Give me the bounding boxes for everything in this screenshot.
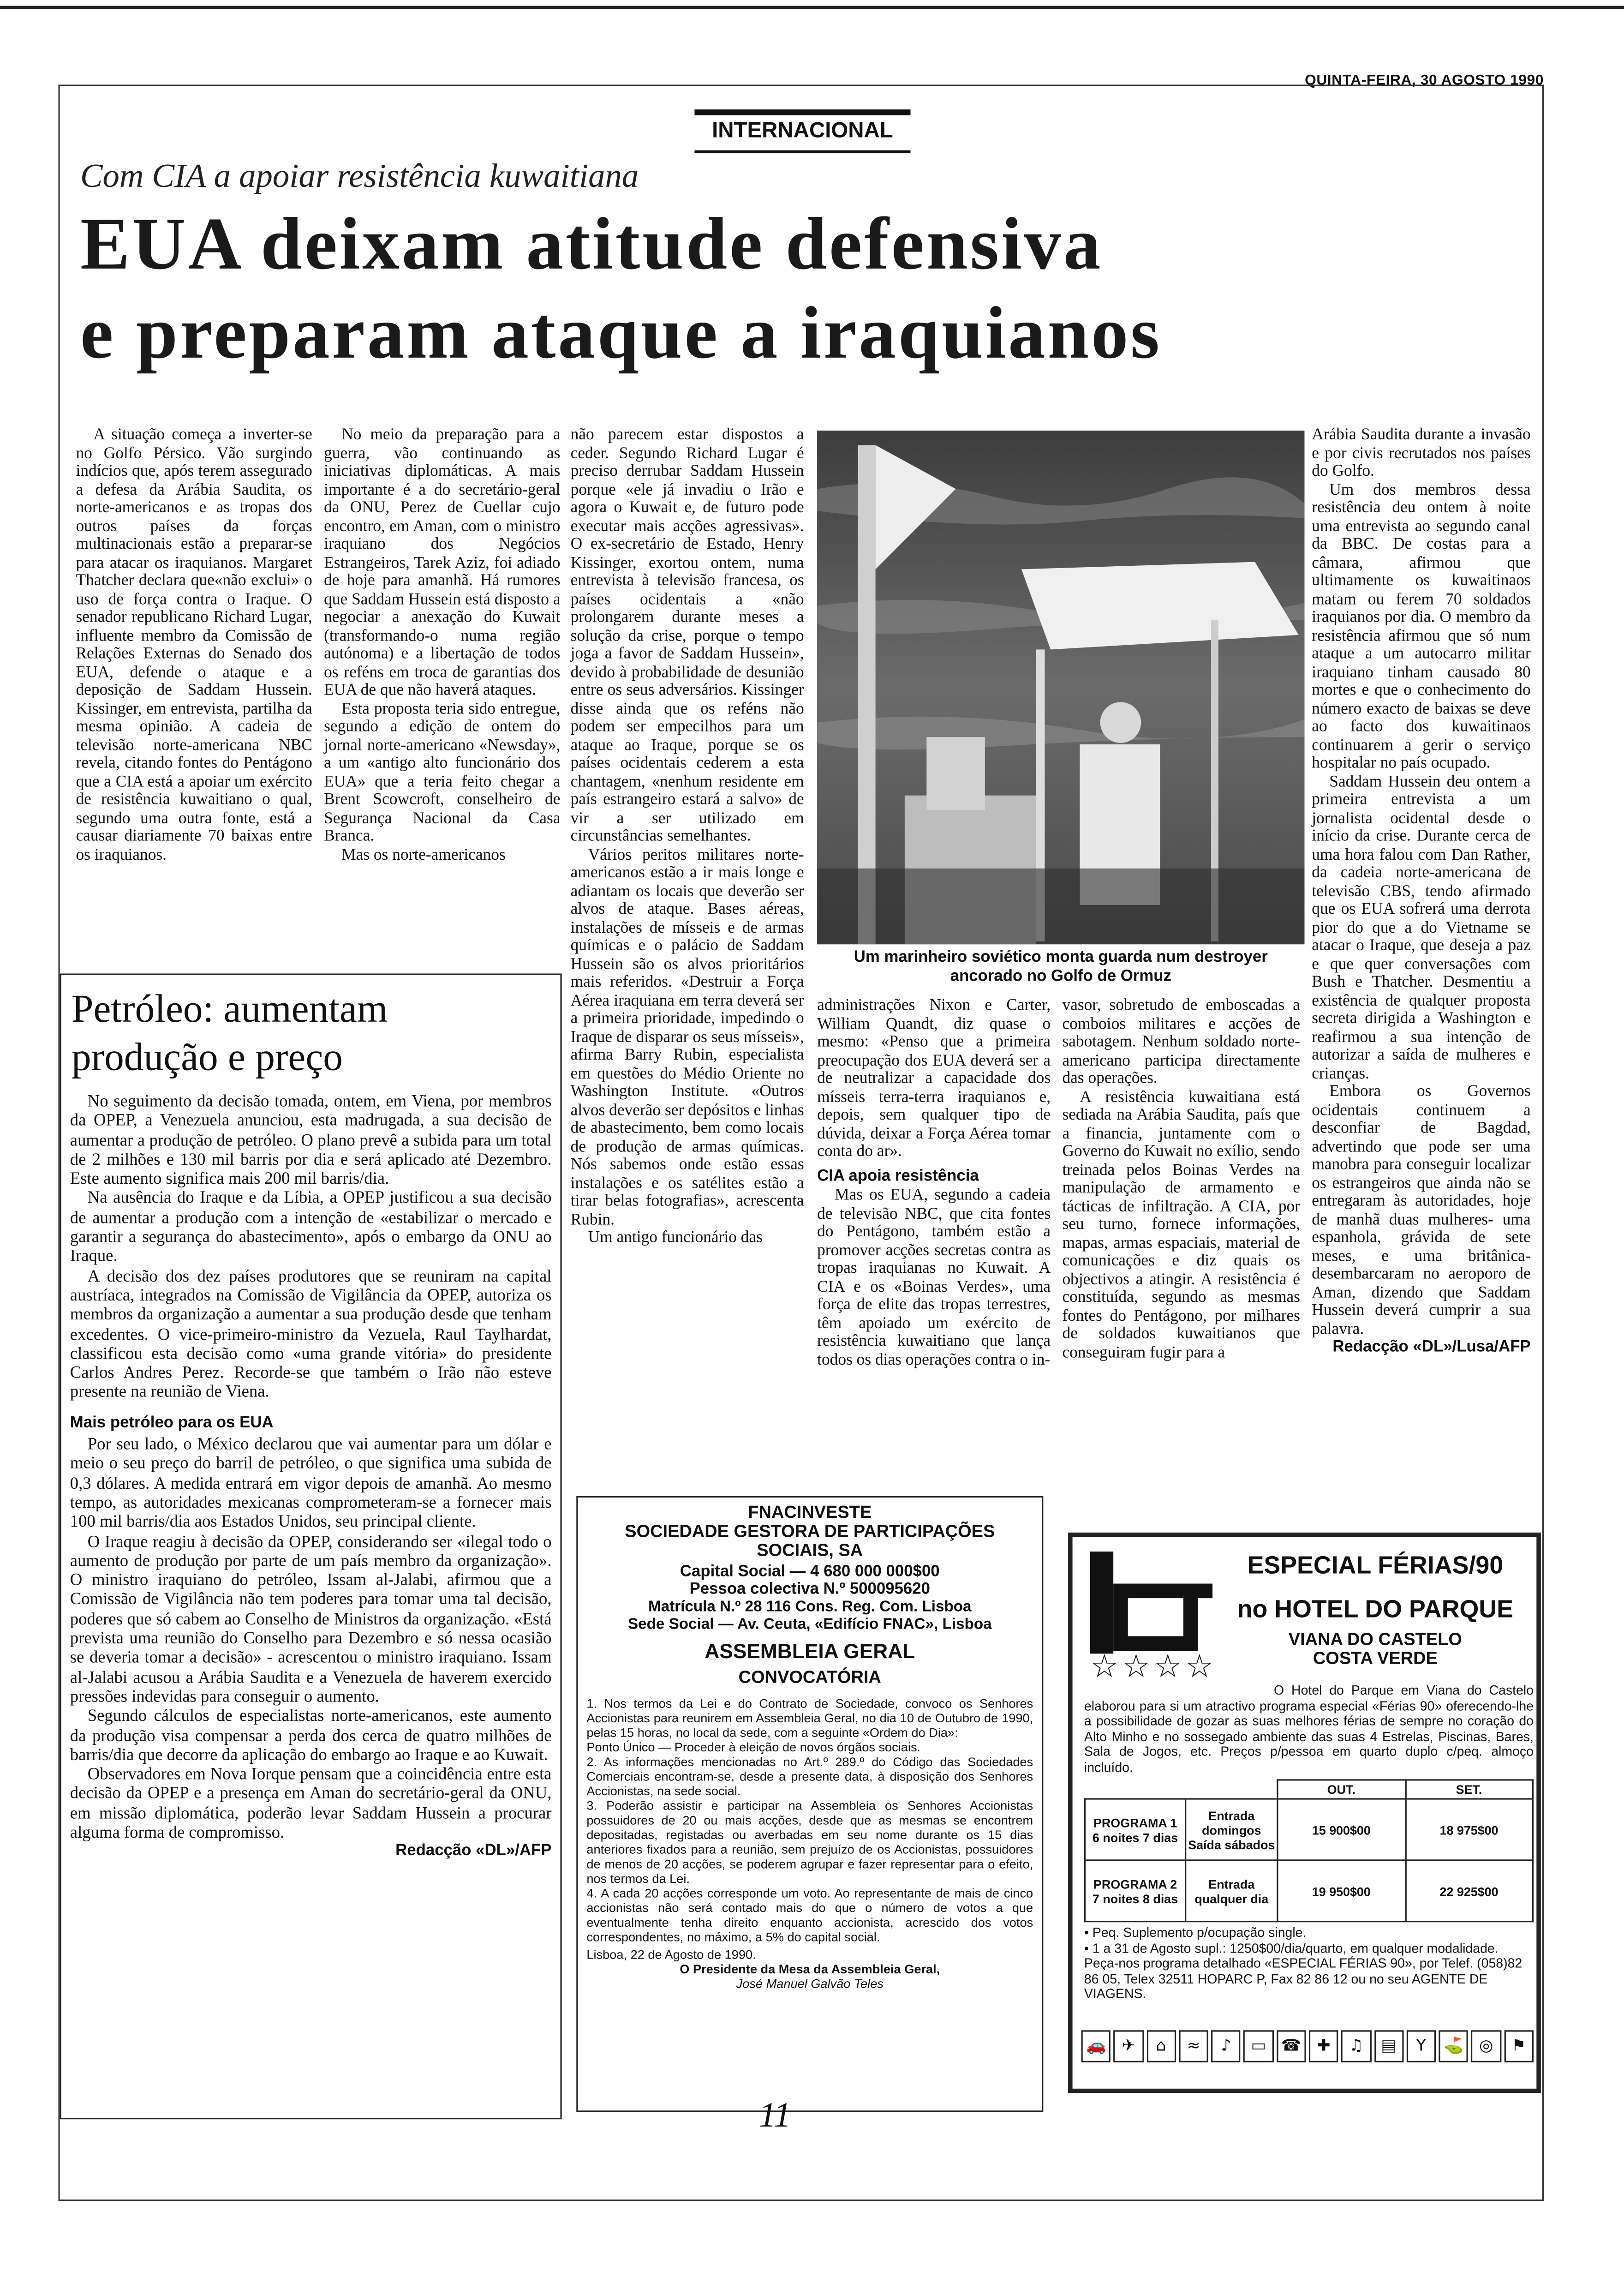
paragraph: Embora os Governos ocidentais continuem a desconfiar de Bagdad, advertindo que pode ser uma manobra para conseguir localizar os estrangeiros que ainda não se entregaram às autoridades, hoje de manhã duas mulheres- uma espanhola, grávida de sete meses, e uma britânica- desembarcaram no aeroporo de Aman, dizendo que Saddam Hussein deverá cumprir a sua palavra. [1312, 1083, 1531, 1338]
table-header-out: OUT. [1278, 1780, 1405, 1799]
paragraph: Observadores em Nova Iorque pensam que a coincidência entre esta decisão da OPEP e a presença em Aman do secretário-geral da ONU, em missão diplomática, poderão levar Saddam Hussein a procurar alguma forma de compromisso. [70, 1765, 552, 1842]
paragraph: Um dos membros dessa resistência deu ontem à noite uma entrevista ao segundo canal da BBC. De costas para a câmara, afirmou que ultimamente os kuwaitinaos matam ou ferem 70 soldados iraquianos por dia. O membro da resistência afirmou que só num ataque a um autocarro militar iraquiano tinham causado 80 mortes e que o conhecimento do número exacto de baixas se deve ao facto dos kuwaitinaos continuarem a gerir o serviço hospitalar no país ocupado. [1312, 481, 1531, 773]
article-subhead: CIA apoia resistência [817, 1167, 979, 1185]
paragraph: No meio da preparação para a guerra, vão continuando as iniciativas diplomáticas. A mais importante é a do secretário-geral da ONU, Perez de Cuellar cujo encontro, em Aman, com o ministro iraquiano dos Negócios Estrangeiros, Tarek Aziz, foi adiado de hoje para amanhã. Há rumores que Saddam Hussein está disposto a negociar a anexação do Kuwait (transformando-o numa região autónoma) e a libertação de todos os reféns em troca de garantias dos EUA de que não haverá ataques. [324, 426, 561, 699]
notice-signature-name: José Manuel Galvão Teles [736, 1976, 884, 1991]
tennis-icon: ◎ [1471, 2030, 1501, 2062]
paragraph: Mas os norte-americanos [341, 845, 506, 863]
car-icon: 🚗 [1081, 2030, 1111, 2062]
page-number: 11 [758, 2097, 791, 2136]
golf-icon: ⛳ [1439, 2030, 1469, 2062]
petroleo-body [70, 1092, 552, 1862]
paragraph: Arábia Saudita durante a invasão e por civis recrutados nos países do Golfo. [1312, 426, 1531, 480]
notice-capital: Capital Social — 4 680 000 000$00 [680, 1563, 940, 1581]
hotel-note: • Peq. Suplemento p/ocupação single. [1084, 1925, 1307, 1940]
hotel-note: Peça-nos programa detalhado «ESPECIAL FÉRIAS 90», por Telef. (058)82 86 05, Telex 32511 HOPARC P, Fax 82 86 12 ou no seu AGENTE DE VIAGENS. [1084, 1956, 1522, 2001]
table-cell-entry: Entrada qualquer dia [1186, 1860, 1278, 1922]
pool-icon: ≈ [1179, 2030, 1208, 2062]
article-credit: Redacção «DL»/Lusa/AFP [1332, 1338, 1531, 1356]
paragraph: A situação começa a inverter-se no Golfo Pérsico. Vão surgindo indícios que, após terem assegurado a defesa da Arábia Saudita, os norte-americanos e as tropas dos outros países da forças multinacionais estão a preparar-se para atacar os iraquianos. Margaret Thatcher declara que«não exclui» o uso de força contra o Iraque. O senador republicano Richard Lugar, influente membro da Comissão de Relações Externas do Senado dos EUA, defende o ataque e a deposição de Saddam Hussein. Kissinger, em entrevista, partilha da mesma opinião. A cadeia de televisão norte-americana NBC revela, citando fontes do Pentágono que a CIA está a apoiar um exército de resistência kuwaitiano o qual, segundo uma outra fonte, está a causar diariamente 70 baixas entre os iraquianos. [76, 426, 312, 863]
petroleo-credit: Redacção «DL»/AFP [395, 1842, 552, 1860]
plane-icon: ✈ [1114, 2030, 1143, 2062]
destroyer-photo-illustration [817, 431, 1304, 944]
table-cell-program [1085, 1799, 1185, 1860]
paragraph: vasor, sobretudo de emboscadas a comboios militares e acções de sabotagem. Nenhum soldado norte-americano participa directamente das operações. [1062, 997, 1300, 1088]
phone-icon: ☎ [1276, 2030, 1306, 2062]
petroleo-subhead: Mais petróleo para os EUA [70, 1414, 274, 1432]
petroleo-title-line-2: produção e preço [71, 1035, 343, 1079]
article-column-2 [324, 426, 560, 864]
paragraph: Vários peritos militares norte-americanos estão a ir mais longe e adiantam os locais que deverão ser alvos de ataque. Bases aéreas, instalações de mísseis e de armas químicas e o palácio de Saddam Hussein são os alvos prioritários mais referidos. «Destruir a Força Aérea iraquiana em terra deverá ser a primeira prioridade, impedindo o Iraque de disparar os seus mísseis», afirma Barry Rubin, especialista em questões do Médio Oriente no Washington Institute. «Outros alvos deverão ser depósitos e linhas de abastecimento, bem como locais de produção de armas químicas. Nós sabemos onde estão essas instalações e os satélites estão a tirar belas fotografias», acrescenta Rubin. [570, 845, 804, 1228]
paragraph: O Iraque reagiu à decisão da OPEP, considerando ser «ilegal todo o aumento de produção por parte de um país membro da organização». O ministro iraquiano do petróleo, Issam al-Jalabi, afirmou que a Comissão de Vigilância não tem poderes para tomar uma tal decisão, poderes que só cabem ao Conselho de Ministros da organização. «Está prevista uma reunião do Conselho para Dezembro e só nessa ocasião se deveria tomar a decisão» - acrescentou o ministro iraquiano. Issam al-Jalabi acusou a Arábia Saudita e a Venezuela de haverem exercido pressões indevidas para conseguir o aumento. [70, 1532, 552, 1706]
notice-body [586, 1696, 1033, 1991]
notice-company-type: SOCIEDADE GESTORA DE PARTICIPAÇÕES SOCIAIS, SA [625, 1521, 995, 1560]
hotel-price-table [1084, 1779, 1534, 1922]
tv-icon: ▭ [1244, 2030, 1273, 2062]
notice-item: 2. As informações mencionadas no Art.º 289.º do Código das Sociedades Comerciais encontram-se, desde a presente data, à disposição dos Senhores Accionistas, na sede social. [586, 1754, 1033, 1798]
paragraph: A resistência kuwaitiana está sediada na Arábia Saudita, país que a financia, juntamente com o Governo do Kuwait no exílio, sendo treinada pelos Boinas Verdes na manipulação de armamento e tácticas de infiltração. A CIA, por seu turno, fornece informações, mapas, armas espaciais, material de comunicações e diz quais os objectivos a atingir. A resistência é constituída, segundo as mesmas fontes do Pentágono, por milhares de soldados kuwaitianos que conseguiram fugir para a [1062, 1088, 1300, 1361]
notice-company: FNACINVESTE [748, 1502, 872, 1522]
table-cell-price: 15 900$00 [1278, 1799, 1405, 1860]
paragraph: administrações Nixon e Carter, William Quandt, diz quase o mesmo: «Penso que a primeira preocupação dos EUA deverá ser a de neutralizar a capacidade dos mísseis terra-terra iraquianos e, depois, sem qualquer tipo de dúvida, deixar a Força Aérea tomar conta do ar». [817, 997, 1051, 1161]
bed-icon: ▤ [1374, 2030, 1403, 2062]
hotel-amenity-icons [1081, 2030, 1534, 2062]
hotel-city: VIANA DO CASTELO [1288, 1629, 1462, 1649]
notice-subheading: CONVOCATÓRIA [738, 1666, 881, 1688]
program-detail: 7 noites 8 dias [1092, 1891, 1178, 1906]
notice-date: Lisboa, 22 de Agosto de 1990. [586, 1947, 756, 1962]
paragraph: No seguimento da decisão tomada, ontem, em Viena, por membros da OPEP, a Venezuela anunciou, esta madrugada, a sua decisão de aumentar a produção de petróleo. O plano prevê a subida para um total de 2 milhões e 130 mil barris por dia e será aplicado até Dezembro. Este aumento significa mais 200 mil barris/dia. [70, 1091, 552, 1189]
notice-signature-role: O Presidente da Mesa da Assembleia Geral, [680, 1961, 940, 1977]
table-header-set: SET. [1405, 1780, 1533, 1799]
paragraph: Na ausência do Iraque e da Líbia, a OPEP justificou a sua decisão de aumentar a produção com a intenção de «estabilizar o mercado e garantir a segurança do abastecimento», após o embargo da ONU ao Iraque. [70, 1188, 552, 1266]
hotel-note: • 1 a 31 de Agosto supl.: 1250$00/dia/quarto, em qualquer modalidade. [1084, 1940, 1499, 1955]
notice-registration: Matrícula N.º 28 116 Cons. Reg. Com. Lisboa [648, 1598, 972, 1616]
hotel-location [1218, 1630, 1532, 1668]
page-date: QUINTA-FEIRA, 30 AGOSTO 1990 [1305, 73, 1544, 89]
notice-item: 1. Nos termos da Lei e do Contrato de Sociedade, convoco os Senhores Accionistas para reunirem em Assembleia Geral, no dia 10 de Outubro de 1990, pelas 15 horas, no local da sede, com a seguinte «Ordem do Dia»: [586, 1696, 1033, 1740]
hotel-ad-text: O Hotel do Parque em Viana do Castelo elaborou para si um atractivo programa especial «Férias 90» oferecendo-lhe a possibilidade de gozar as suas melhores férias de sempre no coração do Alto Minho e no sossegado ambiente das suas 4 Estrelas, Piscinas, Bares, Sala de Jogos, etc. Preços p/pessoa em quarto duplo c/peq. almoço incluído. [1084, 1683, 1534, 1774]
article-column-6 [1312, 426, 1530, 1357]
photo-caption: Um marinheiro soviético monta guarda num destroyer ancorado no Golfo de Ormuz [854, 948, 1268, 985]
paragraph: Por seu lado, o México declarou que vai aumentar para um dólar e meio o seu preço do barril de petróleo, o que significa uma subida de 0,3 dólares. A medida entrará em vigor depois de amanhã. Ao mesmo tempo, as autoridades mexicanas comprometeram-se a fornecer mais 100 mil barris/dia aos Estados Unidos, seu principal cliente. [70, 1435, 552, 1532]
fnacinveste-notice [576, 1496, 1043, 2112]
table-cell-price: 22 925$00 [1405, 1860, 1533, 1922]
notice-item: Ponto Único — Proceder à eleição de novos órgãos sociais. [586, 1739, 921, 1755]
article-column-1 [76, 426, 312, 864]
paragraph: Esta proposta teria sido entregue, segundo a edição de ontem do jornal norte-americano «Newsday», a um «antigo alto funcionário dos EUA» que a teria feito chegar a Brent Scowcroft, conselheiro de Segurança Nacional da Casa Branca. [324, 700, 561, 845]
hotel-ad-notes [1084, 1925, 1534, 2002]
headline-line-1: EUA deixam atitude defensiva [80, 204, 1103, 286]
program-detail: 6 noites 7 dias [1092, 1829, 1178, 1845]
article-column-5 [1062, 997, 1300, 1362]
article-kicker: Com CIA a apoiar resistência kuwaitiana [80, 157, 639, 194]
program-name: PROGRAMA 1 [1093, 1815, 1177, 1830]
notice-heading: ASSEMBLEIA GERAL [705, 1639, 915, 1663]
notice-item: 3. Poderão assistir e participar na Assembleia os Senhores Accionistas possuidores de 20 ou mais acções, desde que as mesmas se encontrem depositadas, registadas ou averbadas em seu nome durante os 15 dias anteriores fixados para a reunião, sem prejuízo de os Accionistas, possuidores de menos de 20 acções, se poderem agrupar e fazer representar para o efeito, nos termos da Lei. [586, 1798, 1033, 1886]
paragraph: não parecem estar dispostos a ceder. Segundo Richard Lugar é preciso derrubar Saddam Hussein porque «ele já invadiu o Irão e agora o Kuwait e, de futuro pode executar mais acções agressivas». O ex-secretário de Estado, Henry Kissinger, exortou ontem, numa entrevista à televisão francesa, os países ocidentais a «não prolongarem durante meses a solução da crise, porque o tempo joga a favor de Saddam Hussein», devido à probabilidade de desunião entre os seus adversários. Kissinger disse ainda que os reféns não podem ser empecilhos para um ataque ao Iraque, porque se os países ocidentais cederem a esta chantagem, «nenhum residente em país estrangeiro estará a salvo» de vir a ser utilizado em circunstâncias semelhantes. [570, 426, 804, 845]
paragraph: Saddam Hussein deu ontem a primeira entrevista a um jornalista ocidental desde o início da crise. Durante cerca de uma hora falou com Dan Rather, da cadeia norte-americana de televisão CBS, tendo afirmado que os EUA sofrerá uma derrota pior do que a do Vietname se atacar o Iraque, que deseja a paz e que quer conversações com Bush e Thatcher. Desmentiu a existência de qualquer proposta secreta dirigida a Washington e reafirmou a sua intenção de autorizar a saída de mulheres e crianças. [1312, 773, 1531, 1083]
article-headline [80, 201, 1525, 379]
news-photo [817, 431, 1304, 944]
restaurant-icon: ✚ [1309, 2030, 1338, 2062]
cocktail-icon: Y [1406, 2030, 1436, 2062]
hotel-ad-subtitle: no HOTEL DO PARQUE [1237, 1595, 1514, 1623]
section-label: INTERNACIONAL [694, 109, 910, 153]
paragraph: A decisão dos dez países produtores que se reuniram na capital austríaca, integrados na Comissão de Vigilância da OPEP, autoriza os membros da organização a aumentar a sua produção desde que tenham excedentes. O vice-primeiro-ministro da Vezuela, Raul Taylhardat, classificou esta decisão como «uma grande vitória» do presidente Carlos Andres Perez. Recorde-se que também o Irão não esteve presente na reunião de Viena. [70, 1266, 552, 1402]
bar-icon: ♪ [1211, 2030, 1241, 2062]
hotel-ad-title: ESPECIAL FÉRIAS/90 [1247, 1551, 1504, 1580]
paragraph: Mas os EUA, segundo a cadeia de televisão NBC, que cita fontes do Pentágono, também estão a promover acções secretas contra as tropas iraquianas no Kuwait. A CIA e os «Boinas Verdes», uma força de elite das tropas terrestres, têm apoiado um exército de resistência kuwaitiano que lança todos os dias operações contra o in- [817, 1186, 1051, 1369]
paragraph: Segundo cálculos de especialistas norte-americanos, este aumento da produção visa compensar a perda dos cerca de quatro milhões de barris/dia que decorre da aplicação do embargo ao Iraque e ao Kuwait. [70, 1706, 552, 1765]
article-column-3 [571, 426, 804, 1247]
notice-nif: Pessoa colectiva N.º 500095620 [689, 1581, 930, 1599]
notice-address: Sede Social — Av. Ceuta, «Edifício FNAC», Lisboa [627, 1616, 992, 1634]
program-name: PROGRAMA 2 [1093, 1876, 1177, 1891]
hotel-stars-icon: ☆☆☆☆ [1090, 1648, 1217, 1684]
headline-line-2: e preparam ataque a iraquianos [80, 293, 1162, 375]
disco-icon: ♫ [1341, 2030, 1371, 2062]
table-cell-price: 18 975$00 [1405, 1799, 1533, 1860]
notice-item: 4. A cada 20 acções corresponde um voto. Ao representante de mais de cinco accionistas não será contado mais do que o número de votos a que eventualmente tenha direito enquanto accionista, acrescido dos votos correspondentes, no máximo, a 5% do capital social. [586, 1886, 1033, 1944]
article-column-4 [817, 997, 1051, 1369]
hotel-icon: ⌂ [1146, 2030, 1176, 2062]
paragraph: Um antigo funcionário das [588, 1228, 763, 1246]
petroleo-title-line-1: Petróleo: aumentam [71, 986, 388, 1031]
table-cell-entry: Entrada domingos Saída sábados [1186, 1799, 1278, 1860]
table-cell-program [1085, 1860, 1185, 1922]
sport-icon: ⚑ [1504, 2030, 1534, 2062]
table-cell-price: 19 950$00 [1278, 1860, 1405, 1922]
petroleo-title [72, 985, 388, 1082]
top-rule [0, 6, 1624, 9]
hotel-parque-ad [1068, 1533, 1541, 2093]
hotel-logo-icon [1090, 1552, 1213, 1654]
hotel-region: COSTA VERDE [1313, 1648, 1438, 1668]
